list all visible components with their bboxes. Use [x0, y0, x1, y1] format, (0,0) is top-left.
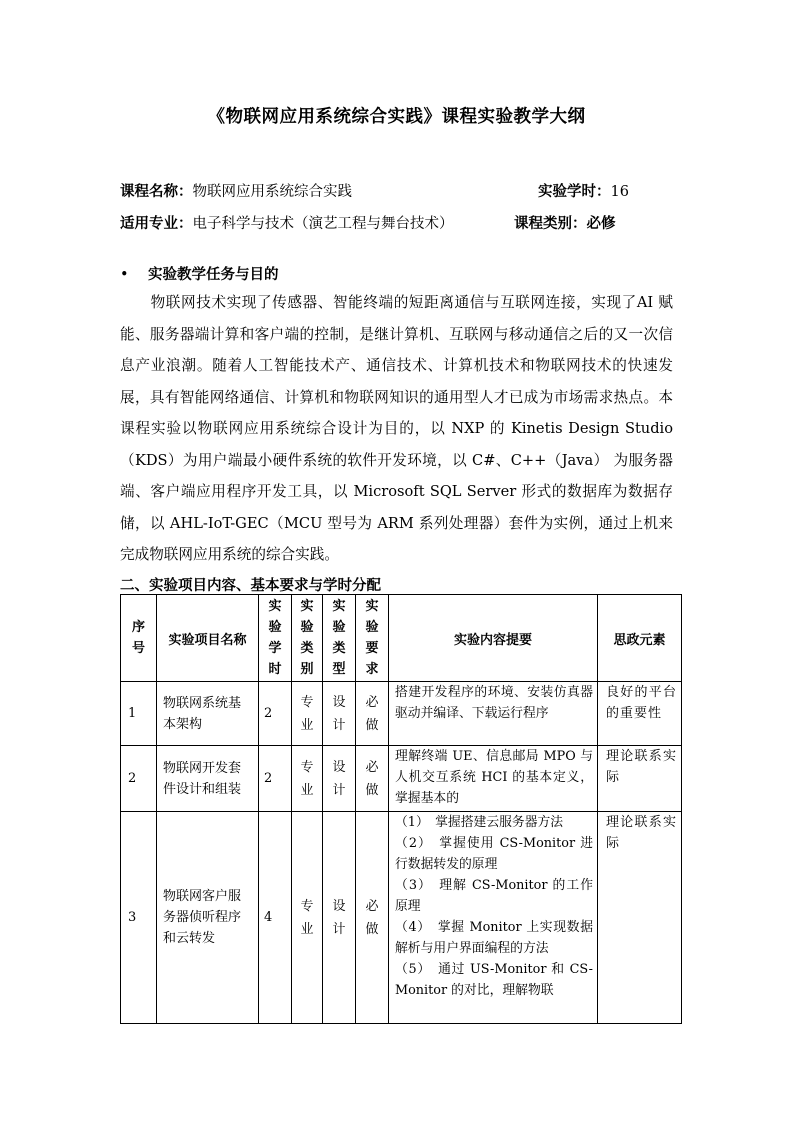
row-name: 物联网系统基本架构 — [157, 682, 259, 746]
category-value: 必修 — [586, 216, 616, 232]
document-title: 《物联网应用系统综合实践》课程实验教学大纲 — [207, 107, 586, 127]
row-type: 设 计 — [323, 812, 356, 1024]
row-content: 理解终端 UE、信息邮局 MPO 与人机交互系统 HCI 的基本定义，掌握基本的 — [389, 746, 598, 812]
section1-body — [120, 287, 673, 571]
row-content: （1） 掌握搭建云服务器方法 （2） 掌握使用 CS-Monitor 进行数据转发的原理 （3） 理解 CS-Monitor 的工作原理 （4） 掌握 Monitor 上实现数据解析与用户界面编程的方法 （5） 通过 US-Monitor 和 CS-Monitor 的对比，理解物联 — [389, 812, 598, 1024]
row-category: 专 业 — [292, 812, 323, 1024]
header-ideology: 思政元素 — [598, 595, 682, 682]
course-name-value: 物联网应用系统综合实践 — [192, 184, 352, 200]
major-label: 适用专业： — [120, 216, 193, 232]
table-row — [121, 682, 682, 746]
section1-body-text: 物联网技术实现了传感器、智能终端的短距离通信与互联网连接，实现了AI 赋能、服务器端计算和客户端的控制，是继计算机、互联网与移动通信之后的又一次信息产业浪潮。随着人工智能技术产、通信技术、计算机技术和物联网技术的快速发展，具有智能网络通信、计算机和物联网知识的通用型人才已成为市场需求热点。本课程实验以物联网应用系统综合设计为目的，以 NXP 的 Kinetis Design Studio（KDS）为用户端最小硬件系统的软件开发环境，以 C#、C++（Java） 为服务器端、客户端应用程序开发工具，以 Microsoft SQL Server 形式的数据库为数据存储，以 AHL-IoT-GEC（MCU 型号为 ARM 系列处理器）套件为实例，通过上机来完成物联网应用系统的综合实践。 — [120, 294, 673, 563]
hours-value: 16 — [610, 184, 629, 200]
header-hours: 实 验 学 时 — [259, 595, 292, 682]
section1-heading-line — [120, 263, 279, 284]
row-requirement: 必 做 — [356, 682, 389, 746]
row-requirement: 必 做 — [356, 746, 389, 812]
major-value: 电子科学与技术（演艺工程与舞台技术） — [192, 216, 454, 232]
bullet-icon: • — [120, 267, 129, 283]
hours-line — [538, 180, 629, 201]
row-no: 1 — [121, 682, 157, 746]
row-category: 专 业 — [292, 746, 323, 812]
header-content: 实验内容提要 — [389, 595, 598, 682]
row-ideology: 良好的平台的重要性 — [598, 682, 682, 746]
header-no: 序 号 — [121, 595, 157, 682]
section1-heading: 实验教学任务与目的 — [148, 267, 279, 283]
row-content: 搭建开发程序的环境、安装仿真器驱动并编译、下载运行程序 — [389, 682, 598, 746]
row-no: 3 — [121, 812, 157, 1024]
row-category: 专 业 — [292, 682, 323, 746]
row-hours: 4 — [259, 812, 292, 1024]
major-line — [120, 212, 454, 233]
header-category: 实 验 类 别 — [292, 595, 323, 682]
row-ideology: 理论联系实际 — [598, 812, 682, 1024]
row-name: 物联网客户服务器侦听程序和云转发 — [157, 812, 259, 1024]
row-hours: 2 — [259, 746, 292, 812]
row-ideology: 理论联系实际 — [598, 746, 682, 812]
row-type: 设 计 — [323, 682, 356, 746]
header-requirement: 实 验 要 求 — [356, 595, 389, 682]
table-row — [121, 812, 682, 1024]
experiment-table — [120, 594, 682, 1024]
header-name: 实验项目名称 — [157, 595, 259, 682]
category-line — [514, 212, 616, 233]
course-name-label: 课程名称： — [120, 184, 193, 200]
header-type: 实 验 类 型 — [323, 595, 356, 682]
row-name: 物联网开发套件设计和组装 — [157, 746, 259, 812]
hours-label: 实验学时： — [538, 184, 611, 200]
section2-heading: 二、实验项目内容、基本要求与学时分配 — [120, 578, 381, 594]
row-no: 2 — [121, 746, 157, 812]
category-label: 课程类别： — [514, 216, 587, 232]
row-type: 设 计 — [323, 746, 356, 812]
row-hours: 2 — [259, 682, 292, 746]
row-requirement: 必 做 — [356, 812, 389, 1024]
table-row — [121, 746, 682, 812]
course-name-line — [120, 180, 352, 201]
table-header-row — [121, 595, 682, 682]
